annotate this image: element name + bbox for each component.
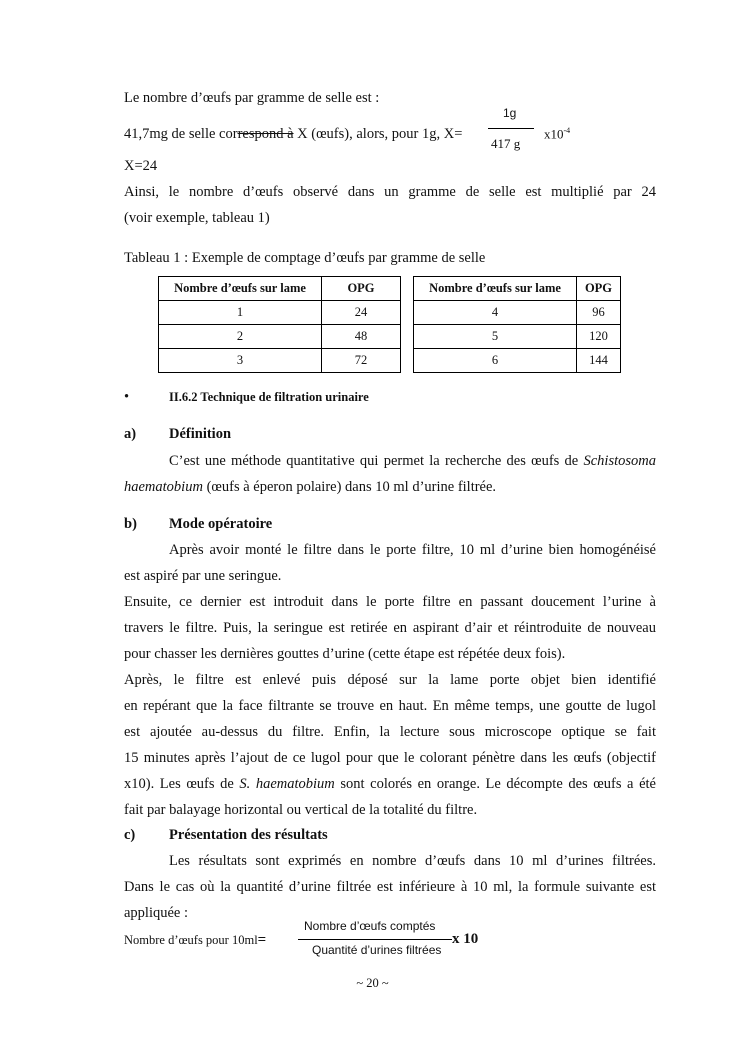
formula-numerator: Nombre d’œufs comptés xyxy=(304,919,436,933)
cell-opg: 48 xyxy=(322,325,401,349)
table-caption: Tableau 1 : Exemple de comptage d’œufs par gramme de selle xyxy=(124,250,486,266)
header-eggs-count: Nombre d’œufs sur lame xyxy=(159,277,322,301)
cell-eggs: 1 xyxy=(159,301,322,325)
table-header-row xyxy=(414,277,621,301)
mode-line-6: Après, le filtre est enlevé puis déposé sur la lame porte objet bien identifié xyxy=(124,672,656,688)
result-line: X=24 xyxy=(124,158,158,174)
table-row xyxy=(159,301,401,325)
results-line-3: appliquée : xyxy=(124,905,189,921)
mode-title: Mode opératoire xyxy=(169,516,273,532)
definition-line-1: C’est une méthode quantitative qui permet la recherche des œufs de Schistosoma xyxy=(169,453,656,469)
ainsi-line-1: Ainsi, le nombre d’œufs observé dans un gramme de selle est multiplié par 24 xyxy=(124,184,656,200)
cell-eggs: 4 xyxy=(414,301,577,325)
table-row xyxy=(414,301,621,325)
ainsi-line-2: (voir exemple, tableau 1) xyxy=(124,210,270,226)
results-line-1: Les résultats sont exprimés en nombre d’œufs dans 10 ml d’urines filtrées. xyxy=(169,853,656,869)
results-label: c) xyxy=(124,827,136,843)
definition-title: Définition xyxy=(169,426,232,442)
definition-label: a) xyxy=(124,426,137,442)
mode-line-1: Après avoir monté le filtre dans le porte filtre, 10 ml d’urine bien homogénéisé xyxy=(169,542,656,558)
multiplier: $x10^{-4}$ xyxy=(544,126,571,142)
table-header-row xyxy=(159,277,401,301)
header-eggs-count: Nombre d’œufs sur lame xyxy=(414,277,577,301)
header-opg: OPG xyxy=(322,277,401,301)
table-row xyxy=(414,349,621,373)
section-title: II.6.2 Technique de filtration urinaire xyxy=(169,390,369,404)
formula-multiplier: x 10 xyxy=(452,931,479,947)
cell-opg: 24 xyxy=(322,301,401,325)
table-row xyxy=(414,325,621,349)
cell-opg: 96 xyxy=(577,301,621,325)
mode-line-10: x10). Les œufs de S. haematobium sont colorés en orange. Le décompte des œufs a été xyxy=(124,776,656,792)
table-row xyxy=(159,325,401,349)
mode-line-5: pour chasser les dernières gouttes d’urine (cette étape est répétée deux fois). xyxy=(124,646,566,662)
page-number: ~ 20 ~ xyxy=(356,976,389,990)
definition-line-2: haematobium (œufs à éperon polaire) dans 10 ml d’urine filtrée. xyxy=(124,479,497,495)
mode-line-7: en repérant que la face filtrante se trouve en haut. En même temps, une goutte de lugol xyxy=(124,698,656,714)
fraction-bar xyxy=(488,128,534,129)
mode-line-11: fait par balayage horizontal ou vertical de la totalité du filtre. xyxy=(124,802,478,818)
cell-opg: 72 xyxy=(322,349,401,373)
cell-opg: 120 xyxy=(577,325,621,349)
opg-table-right xyxy=(413,276,621,373)
intro-line: Le nombre d’œufs par gramme de selle est : xyxy=(124,90,380,106)
results-title: Présentation des résultats xyxy=(169,827,328,843)
bullet-icon: • xyxy=(124,389,130,405)
calculation-line: 41,7mg de selle correspond à X (œufs), alors, pour 1g, X= xyxy=(124,126,463,142)
formula-fraction-bar xyxy=(298,939,452,940)
cell-eggs: 2 xyxy=(159,325,322,349)
header-opg: OPG xyxy=(577,277,621,301)
mode-line-8: est ajoutée au-dessus du filtre. Enfin, la lecture sous microscope optique se fait xyxy=(124,724,656,740)
table-row xyxy=(159,349,401,373)
cell-eggs: 3 xyxy=(159,349,322,373)
fraction-denominator: 417 g xyxy=(491,136,521,151)
mode-label: b) xyxy=(124,516,137,532)
results-line-2: Dans le cas où la quantité d’urine filtrée est inférieure à 10 ml, la formule suivante est xyxy=(124,879,656,895)
formula-label: Nombre d’œufs pour 10ml= xyxy=(124,932,267,948)
fraction-numerator: 1g xyxy=(503,106,517,120)
cell-eggs: 5 xyxy=(414,325,577,349)
mode-line-9: 15 minutes après l’ajout de ce lugol pour que le colorant pénètre dans les œufs (objectif xyxy=(124,750,656,766)
opg-table-left xyxy=(158,276,401,373)
mode-line-2: est aspiré par une seringue. xyxy=(124,568,282,584)
mode-line-4: travers le filtre. Puis, la seringue est retirée en aspirant d’air et réintroduite de nouveau xyxy=(124,620,656,636)
mode-line-3: Ensuite, ce dernier est introduit dans le porte filtre en passant doucement l’urine à xyxy=(124,594,656,610)
formula-denominator: Quantité d’urines filtrées xyxy=(312,943,442,957)
cell-opg: 144 xyxy=(577,349,621,373)
cell-eggs: 6 xyxy=(414,349,577,373)
